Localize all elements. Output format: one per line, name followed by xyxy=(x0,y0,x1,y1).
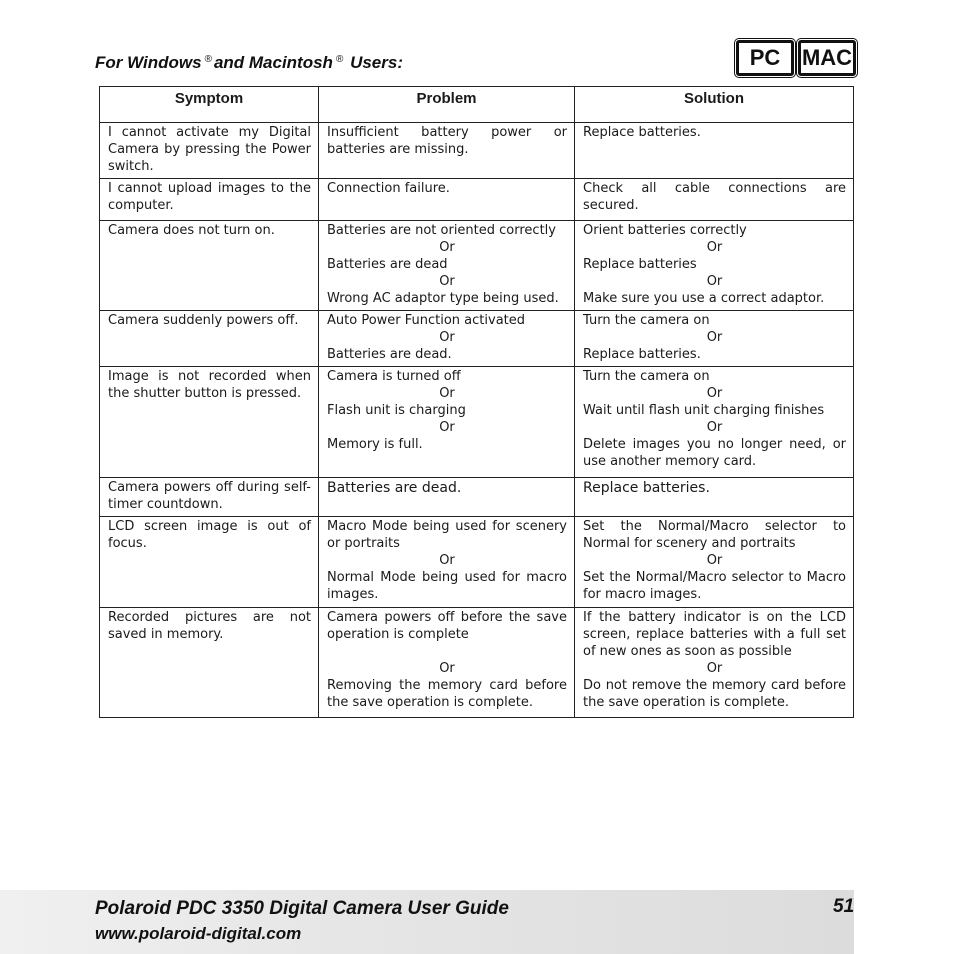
solution-cell xyxy=(575,123,854,179)
table-body xyxy=(100,123,854,718)
solution-cell xyxy=(575,221,854,311)
problem-line: Memory is full. xyxy=(327,437,423,452)
table-row xyxy=(100,608,854,718)
problem-cell xyxy=(319,608,575,718)
solution-line: Orient batteries correctly xyxy=(583,223,747,238)
solution-cell xyxy=(575,608,854,718)
problem-cell xyxy=(319,123,575,179)
or-separator: Or xyxy=(706,274,723,289)
heading-part-windows: For Windows xyxy=(95,53,202,72)
problem-line: Camera powers off before the save operation is complete xyxy=(327,610,567,642)
solution-cell xyxy=(575,367,854,478)
column-header-symptom: Symptom xyxy=(100,87,319,123)
problem-line: Batteries are dead. xyxy=(327,480,462,496)
problem-cell xyxy=(319,179,575,221)
footer-url: www.polaroid-digital.com xyxy=(95,924,302,943)
or-separator: Or xyxy=(439,330,455,345)
page-heading xyxy=(95,53,403,73)
or-separator: Or xyxy=(706,661,723,676)
or-separator: Or xyxy=(439,661,455,676)
symptom-cell: I cannot upload images to the computer. xyxy=(100,179,319,221)
or-separator: Or xyxy=(439,553,455,568)
registered-mark: ® xyxy=(204,54,212,65)
os-badges xyxy=(736,40,856,76)
solution-line: Wait until flash unit charging finishes xyxy=(583,403,825,418)
troubleshooting-table xyxy=(99,86,854,718)
problem-line: Camera is turned off xyxy=(327,369,461,384)
or-separator: Or xyxy=(439,386,455,401)
table-row xyxy=(100,123,854,179)
solution-line: Set the Normal/Macro selector to Macro for macro images. xyxy=(583,570,846,602)
problem-cell xyxy=(319,221,575,311)
solution-cell xyxy=(575,311,854,367)
symptom-cell: Image is not recorded when the shutter button is pressed. xyxy=(100,367,319,478)
problem-line: Wrong AC adaptor type being used. xyxy=(327,291,559,306)
problem-cell xyxy=(319,517,575,608)
solution-cell xyxy=(575,517,854,608)
symptom-cell: Camera powers off during self-timer countdown. xyxy=(100,478,319,517)
spacer xyxy=(327,643,567,660)
problem-line: Batteries are dead. xyxy=(327,347,452,362)
table-row xyxy=(100,311,854,367)
or-separator: Or xyxy=(706,386,723,401)
solution-line: Set the Normal/Macro selector to Normal for scenery and portraits xyxy=(583,519,846,551)
solution-line: Make sure you use a correct adaptor. xyxy=(583,291,825,306)
table-header-row xyxy=(100,87,854,123)
problem-cell xyxy=(319,311,575,367)
table-row xyxy=(100,179,854,221)
registered-mark: ® xyxy=(335,54,344,65)
mac-badge: MAC xyxy=(798,40,856,76)
solution-cell xyxy=(575,478,854,517)
solution-line: Replace batteries xyxy=(583,257,697,272)
problem-line: Batteries are not oriented correctly xyxy=(327,223,556,238)
pc-badge: PC xyxy=(736,40,794,76)
problem-line: Auto Power Function activated xyxy=(327,313,526,328)
solution-line: Turn the camera on xyxy=(583,369,710,384)
solution-line: Delete images you no longer need, or use another memory card. xyxy=(583,437,846,469)
problem-line: Removing the memory card before the save operation is complete. xyxy=(327,678,567,710)
column-header-problem: Problem xyxy=(319,87,575,123)
symptom-cell: LCD screen image is out of focus. xyxy=(100,517,319,608)
or-separator: Or xyxy=(706,420,723,435)
problem-line: Insufficient battery power or batteries are missing. xyxy=(327,125,567,157)
table-row xyxy=(100,221,854,311)
problem-cell xyxy=(319,478,575,517)
symptom-cell: Recorded pictures are not saved in memory. xyxy=(100,608,319,718)
heading-part-macintosh: and Macintosh xyxy=(213,53,333,72)
symptom-cell: Camera suddenly powers off. xyxy=(100,311,319,367)
page-number: 51 xyxy=(833,896,855,917)
symptom-cell: I cannot activate my Digital Camera by pressing the Power switch. xyxy=(100,123,319,179)
or-separator: Or xyxy=(706,240,723,255)
problem-line: Normal Mode being used for macro images. xyxy=(327,570,567,602)
table-row xyxy=(100,517,854,608)
symptom-cell: Camera does not turn on. xyxy=(100,221,319,311)
table-row xyxy=(100,367,854,478)
solution-line: Do not remove the memory card before the save operation is complete. xyxy=(583,678,846,710)
solution-line: Turn the camera on xyxy=(583,313,710,328)
table-row xyxy=(100,478,854,517)
problem-line: Macro Mode being used for scenery or portraits xyxy=(327,519,567,551)
column-header-solution: Solution xyxy=(575,87,854,123)
problem-cell xyxy=(319,367,575,478)
solution-line: Replace batteries. xyxy=(583,125,701,140)
problem-line: Flash unit is charging xyxy=(327,403,466,418)
solution-cell xyxy=(575,179,854,221)
or-separator: Or xyxy=(439,240,455,255)
solution-line: Replace batteries. xyxy=(583,347,701,362)
or-separator: Or xyxy=(439,274,455,289)
or-separator: Or xyxy=(706,553,723,568)
footer-title: Polaroid PDC 3350 Digital Camera User Guide xyxy=(95,898,509,919)
problem-line: Connection failure. xyxy=(327,181,450,196)
or-separator: Or xyxy=(706,330,723,345)
heading-part-users: Users: xyxy=(350,53,403,72)
problem-line: Batteries are dead xyxy=(327,257,448,272)
solution-line: Replace batteries. xyxy=(583,480,710,496)
solution-line: If the battery indicator is on the LCD screen, replace batteries with a full set of new ones as soon as possible xyxy=(583,610,846,659)
solution-line: Check all cable connections are secured. xyxy=(583,181,846,213)
or-separator: Or xyxy=(439,420,455,435)
